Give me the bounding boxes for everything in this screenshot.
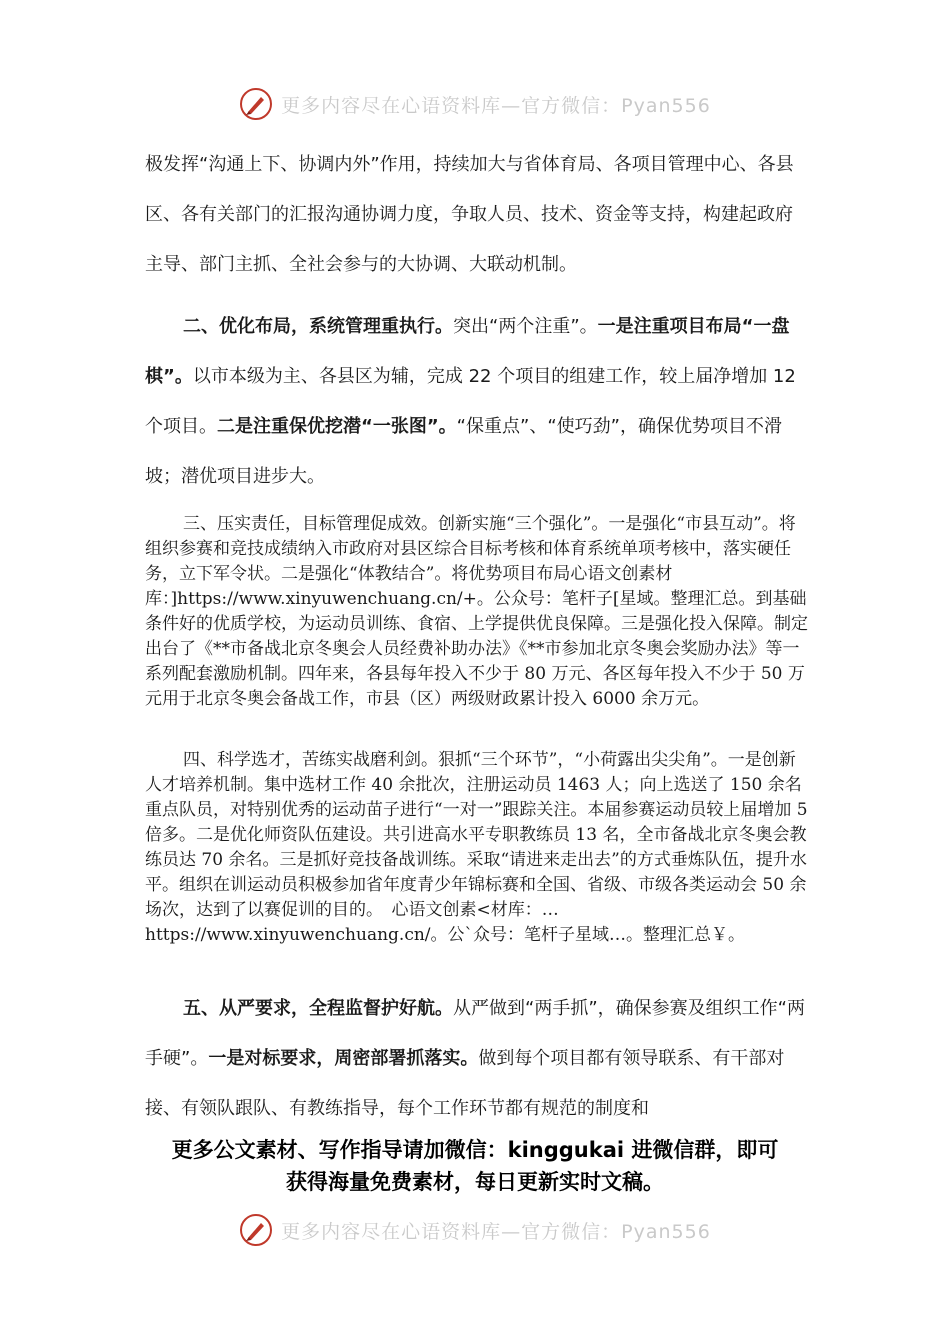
- paragraph-1: 极发挥“沟通上下、协调内外”作用，持续加大与省体育局、各项目管理中心、各县区、各有关部门的汇报沟通协调力度，争取人员、技术、资金等支持，构建起政府主导、部门主抓、全社会参与的大协调、大联动机制。: [145, 154, 794, 275]
- pen-logo-icon: [239, 1213, 273, 1247]
- promo-line-1: 更多公文素材、写作指导请加微信：kinggukai 进微信群，即可: [171, 1138, 779, 1162]
- paragraph-5: 五、从严要求，全程监督护好航。从严做到“两手抓”，确保参赛及组织工作“两手硬”。一是对标要求，周密部署抓落实。做到每个项目都有领导联系、有干部对接、有领队跟队、有教练指导，每个工作环节都有规范的制度和: [145, 998, 805, 1119]
- promo-line-2: 获得海量免费素材，每日更新实时文稿。: [286, 1170, 664, 1194]
- pen-logo-icon: [239, 87, 273, 121]
- paragraph-3: 三、压实责任，目标管理促成效。创新实施“三个强化”。一是强化“市县互动”。将组织参赛和竞技成绩纳入市政府对县区综合目标考核和体育系统单项考核中，落实硬任务，立下军令状。二是强化“体教结合”。将优势项目布局心语文创素材库：]https://www.xinyuwenchuang.cn/+。公众号：笔杆子[星域。整理汇总。到基础条件好的优质学校，为运动员训练、食宿、上学提供优良保障。三是强化投入保障。制定出台了《**市备战北京冬奥会人员经费补助办法》《**市参加北京冬奥会奖励办法》等一系列配套激励机制。四年来，各县每年投入不少于 80 万元、各区每年投入不少于 50 万元用于北京冬奥会备战工作，市县（区）两级财政累计投入 6000 余万元。: [145, 514, 808, 709]
- header-banner: [0, 84, 950, 124]
- banner-text: 更多内容尽在心语资料库—官方微信：Pyan556: [281, 1220, 711, 1243]
- banner-text: 更多内容尽在心语资料库—官方微信：Pyan556: [281, 94, 711, 117]
- paragraph-4: 四、科学选才，苦练实战磨利剑。狠抓“三个环节”，“小荷露出尖尖角”。一是创新人才培养机制。集中选材工作 40 余批次，注册运动员 1463 人；向上选送了 150 余名重点队员，对特别优秀的运动苗子进行“一对一”跟踪关注。本届参赛运动员较上届增加 5 倍多。二是优化师资队伍建设。共引进高水平专职教练员 13 名，全市备战北京冬奥会教练员达 70 余名。三是抓好竞技备战训练。采取“请进来走出去”的方式垂炼队伍，提升水平。组织在训运动员积极参加省年度青少年锦标赛和全国、省级、市级各类运动会 50 余场次，达到了以赛促训的目的。 心语文创素<材库：…https://www.xinyuwenchuang.cn/。公`众号：笔杆子星域…。整理汇总￥。: [145, 750, 808, 945]
- footer-banner: [0, 1210, 950, 1250]
- paragraph-2: 二、优化布局，系统管理重执行。突出“两个注重”。一是注重项目布局“一盘棋”。以市本级为主、各县区为辅，完成 22 个项目的组建工作，较上届净增加 12 个项目。二是注重保优挖潜“一张图”。“保重点”、“使巧劲”，确保优势项目不滑坡；潜优项目进步大。: [145, 316, 796, 487]
- promo-notice: [120, 1134, 830, 1198]
